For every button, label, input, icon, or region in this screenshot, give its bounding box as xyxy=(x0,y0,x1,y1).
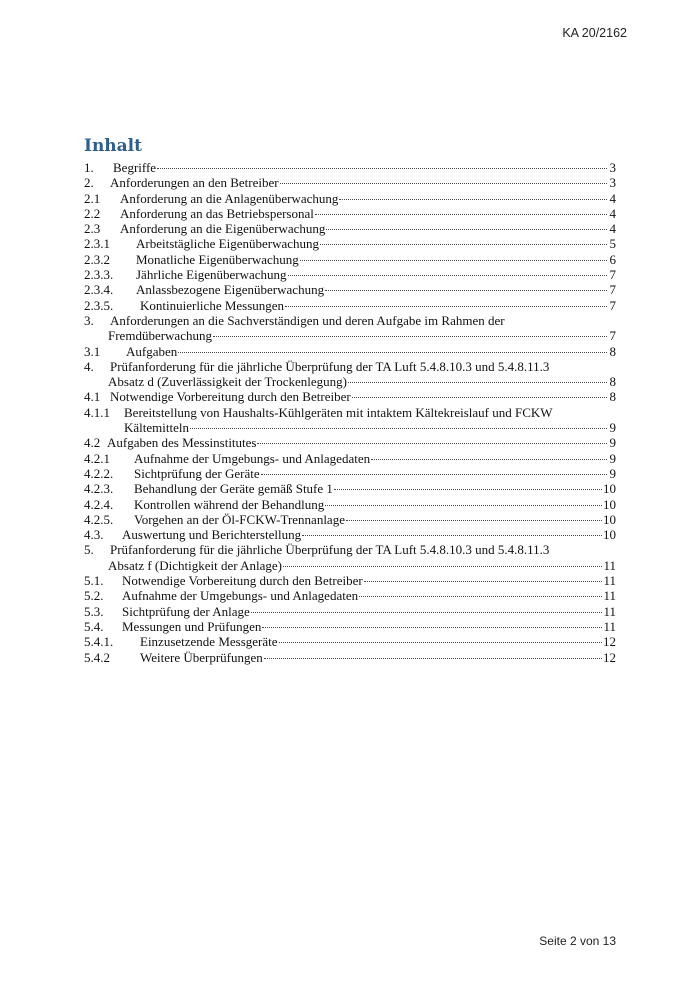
toc-entry[interactable] xyxy=(84,542,616,573)
toc-entry-page: 8 xyxy=(609,343,616,359)
toc-entry-number: 3.1 xyxy=(84,343,101,359)
toc-entry-title: Anforderung an die Anlagenüberwachung xyxy=(120,190,339,206)
toc-entry-title: Notwendige Vorbereitung durch den Betreiber xyxy=(122,573,363,589)
toc-entry-title: Kontrollen während der Behandlung xyxy=(134,496,325,512)
toc-entry[interactable] xyxy=(84,191,616,206)
toc-entry-title: Aufgaben xyxy=(126,343,178,359)
toc-entry-title-line1: Bereitstellung von Haushalts-Kühlgeräten mit intaktem Kältekreislauf und FCKW xyxy=(124,404,553,420)
toc-entry[interactable] xyxy=(84,451,616,466)
toc-entry-number: 4.2 xyxy=(84,435,101,451)
toc-entry-number: 2.3.3. xyxy=(84,267,114,283)
toc-entry-page: 9 xyxy=(609,465,616,481)
dot-leader xyxy=(334,488,602,490)
toc-entry-title: Kontinuierliche Messungen xyxy=(140,297,285,313)
dot-leader xyxy=(279,641,602,643)
dot-leader xyxy=(190,427,607,429)
toc-entry-number: 2.1 xyxy=(84,190,101,206)
toc-entry[interactable] xyxy=(84,466,616,481)
toc-entry-page: 6 xyxy=(609,251,616,267)
toc-entry-page: 7 xyxy=(609,282,616,298)
toc-entry[interactable] xyxy=(84,236,616,251)
toc-entry[interactable] xyxy=(84,389,616,404)
toc-entry-number: 2.3 xyxy=(84,221,101,237)
toc-entry-title: Absatz f (Dichtigkeit der Anlage) xyxy=(108,557,282,573)
toc-entry-page: 12 xyxy=(603,634,616,650)
toc-entry[interactable] xyxy=(84,512,616,527)
toc-entry-number: 4.2.3. xyxy=(84,481,114,497)
toc-entry-title: Anforderung an die Eigenüberwachung xyxy=(120,221,326,237)
toc-entry-number: 2.3.4. xyxy=(84,282,114,298)
toc-entry-title: Arbeitstägliche Eigenüberwachung xyxy=(136,236,320,252)
toc-entry-number: 2. xyxy=(84,175,94,191)
dot-leader xyxy=(315,213,607,215)
toc-entry-page: 11 xyxy=(603,618,616,634)
toc-entry[interactable] xyxy=(84,160,616,175)
toc-entry-title: Anforderung an das Betriebspersonal xyxy=(120,205,314,221)
toc-entry-number: 2.2 xyxy=(84,205,101,221)
toc-entry[interactable] xyxy=(84,344,616,359)
toc-entry[interactable] xyxy=(84,497,616,512)
toc-entry-number: 4.1 xyxy=(84,389,101,405)
toc-entry-page: 10 xyxy=(603,527,616,543)
dot-leader xyxy=(320,243,607,245)
dot-leader xyxy=(302,534,602,536)
dot-leader xyxy=(352,396,607,398)
toc-entry-page: 9 xyxy=(609,420,616,436)
toc-entry-page: 10 xyxy=(603,496,616,512)
toc-entry-page: 7 xyxy=(609,328,616,344)
toc-entry-page: 8 xyxy=(609,374,616,390)
dot-leader xyxy=(280,182,607,184)
toc-entry-number: 5. xyxy=(84,542,94,558)
dot-leader xyxy=(213,335,607,337)
toc-entry-number: 4.2.1 xyxy=(84,450,110,466)
toc-entry-page: 8 xyxy=(609,389,616,405)
toc-entry-title: Notwendige Vorbereitung durch den Betreiber xyxy=(110,389,351,405)
toc-entry-number: 4.2.4. xyxy=(84,496,114,512)
toc-entry-title: Anforderungen an den Betreiber xyxy=(110,175,279,191)
dot-leader xyxy=(325,289,607,291)
toc-entry-page: 4 xyxy=(609,221,616,237)
toc-entry-number: 4.1.1 xyxy=(84,404,110,420)
toc-entry-number: 5.1. xyxy=(84,573,104,589)
toc-entry-page: 3 xyxy=(609,160,616,175)
toc-entry[interactable] xyxy=(84,298,616,313)
toc-entry-title: Anlassbezogene Eigenüberwachung xyxy=(136,282,325,298)
toc-entry[interactable] xyxy=(84,405,616,436)
toc-entry-number: 4. xyxy=(84,358,94,374)
dot-leader xyxy=(371,458,607,460)
dot-leader xyxy=(326,228,607,230)
toc-entry-page: 7 xyxy=(609,297,616,313)
toc-entry[interactable] xyxy=(84,282,616,297)
toc-entry[interactable] xyxy=(84,619,616,634)
toc-entry-page: 11 xyxy=(603,573,616,589)
toc-entry[interactable] xyxy=(84,175,616,190)
toc-entry-page: 10 xyxy=(603,511,616,527)
dot-leader xyxy=(300,259,607,261)
toc-entry-title: Begriffe xyxy=(113,160,157,175)
toc-entry-page: 11 xyxy=(603,557,616,573)
toc-entry[interactable] xyxy=(84,435,616,450)
toc-entry[interactable] xyxy=(84,206,616,221)
toc-entry-title: Aufnahme der Umgebungs- und Anlagedaten xyxy=(134,450,371,466)
toc-entry-title: Jährliche Eigenüberwachung xyxy=(136,267,287,283)
dot-leader xyxy=(257,442,607,444)
toc-entry-page: 11 xyxy=(603,588,616,604)
toc-entry-title: Weitere Überprüfungen xyxy=(140,649,263,665)
toc-entry-title: Messungen und Prüfungen xyxy=(122,618,262,634)
toc-entry-title: Absatz d (Zuverlässigkeit der Trockenlegung) xyxy=(108,374,348,390)
toc-entry-number: 4.3. xyxy=(84,527,104,543)
toc-entry-page: 4 xyxy=(609,205,616,221)
toc-entry-title-line1: Prüfanforderung für die jährliche Überprüfung der TA Luft 5.4.8.10.3 und 5.4.8.11.3 xyxy=(110,358,550,374)
toc-entry-page: 12 xyxy=(603,649,616,665)
toc-entry-title: Einzusetzende Messgeräte xyxy=(140,634,278,650)
toc-entry-title: Behandlung der Geräte gemäß Stufe 1 xyxy=(134,481,333,497)
dot-leader xyxy=(346,519,602,521)
toc-entry-number: 5.4. xyxy=(84,618,104,634)
toc-entry[interactable] xyxy=(84,527,616,542)
toc-entry-title: Kältemitteln xyxy=(124,420,189,436)
document-id: KA 20/2162 xyxy=(562,26,627,40)
dot-leader xyxy=(288,274,607,276)
dot-leader xyxy=(364,580,603,582)
toc-entry-page: 11 xyxy=(603,603,616,619)
toc-entry-title: Aufgaben des Messinstitutes xyxy=(107,435,257,451)
toc-entry-title: Sichtprüfung der Geräte xyxy=(134,465,260,481)
toc-entry-number: 2.3.2 xyxy=(84,251,110,267)
toc-entry-number: 5.4.1. xyxy=(84,634,114,650)
toc-entry[interactable] xyxy=(84,481,616,496)
dot-leader xyxy=(283,565,602,567)
toc-entry-title: Auswertung und Berichterstellung xyxy=(122,527,302,543)
toc-entry[interactable] xyxy=(84,634,616,649)
toc-entry-page: 4 xyxy=(609,190,616,206)
dot-leader xyxy=(348,381,607,383)
toc-entry-number: 5.2. xyxy=(84,588,104,604)
toc-entry-title: Sichtprüfung der Anlage xyxy=(122,603,250,619)
toc-entry-number: 2.3.5. xyxy=(84,297,114,313)
toc-entry[interactable] xyxy=(84,252,616,267)
dot-leader xyxy=(262,626,602,628)
dot-leader xyxy=(178,351,607,353)
toc-entry[interactable] xyxy=(84,650,616,665)
toc-entry[interactable] xyxy=(84,313,616,344)
page-number: Seite 2 von 13 xyxy=(539,934,616,948)
toc-entry-number: 4.2.5. xyxy=(84,511,114,527)
toc-entry-page: 10 xyxy=(603,481,616,497)
dot-leader xyxy=(325,504,602,506)
toc-entry-number: 1. xyxy=(84,160,94,175)
toc-entry-title: Fremdüberwachung xyxy=(108,328,212,344)
toc-entry-number: 4.2.2. xyxy=(84,465,114,481)
toc-entry-title: Vorgehen an der Öl-FCKW-Trennanlage xyxy=(134,511,345,527)
dot-leader xyxy=(157,167,607,169)
toc-title: Inhalt xyxy=(84,136,142,156)
toc-entry[interactable] xyxy=(84,573,616,588)
toc-entry-title-line1: Prüfanforderung für die jährliche Überprüfung der TA Luft 5.4.8.10.3 und 5.4.8.11.3 xyxy=(110,542,550,558)
dot-leader xyxy=(261,473,607,475)
toc-entry[interactable] xyxy=(84,359,616,390)
toc-entry-number: 5.3. xyxy=(84,603,104,619)
toc-entry[interactable] xyxy=(84,267,616,282)
dot-leader xyxy=(359,595,602,597)
toc-entry-title: Aufnahme der Umgebungs- und Anlagedaten xyxy=(122,588,359,604)
dot-leader xyxy=(285,305,607,307)
table-of-contents xyxy=(84,160,616,665)
dot-leader xyxy=(264,657,602,659)
toc-entry-number: 2.3.1 xyxy=(84,236,110,252)
toc-entry-number: 3. xyxy=(84,312,94,328)
toc-entry-page: 5 xyxy=(609,236,616,252)
toc-entry-title-line1: Anforderungen an die Sachverständigen und deren Aufgabe im Rahmen der xyxy=(110,312,505,328)
toc-entry-page: 3 xyxy=(609,175,616,191)
toc-entry-page: 7 xyxy=(609,267,616,283)
toc-entry[interactable] xyxy=(84,588,616,603)
toc-entry-page: 9 xyxy=(609,435,616,451)
toc-entry[interactable] xyxy=(84,604,616,619)
toc-entry-page: 9 xyxy=(609,450,616,466)
toc-entry-number: 5.4.2 xyxy=(84,649,110,665)
toc-entry[interactable] xyxy=(84,221,616,236)
toc-entry-title: Monatliche Eigenüberwachung xyxy=(136,251,299,267)
dot-leader xyxy=(339,198,607,200)
dot-leader xyxy=(251,611,603,613)
